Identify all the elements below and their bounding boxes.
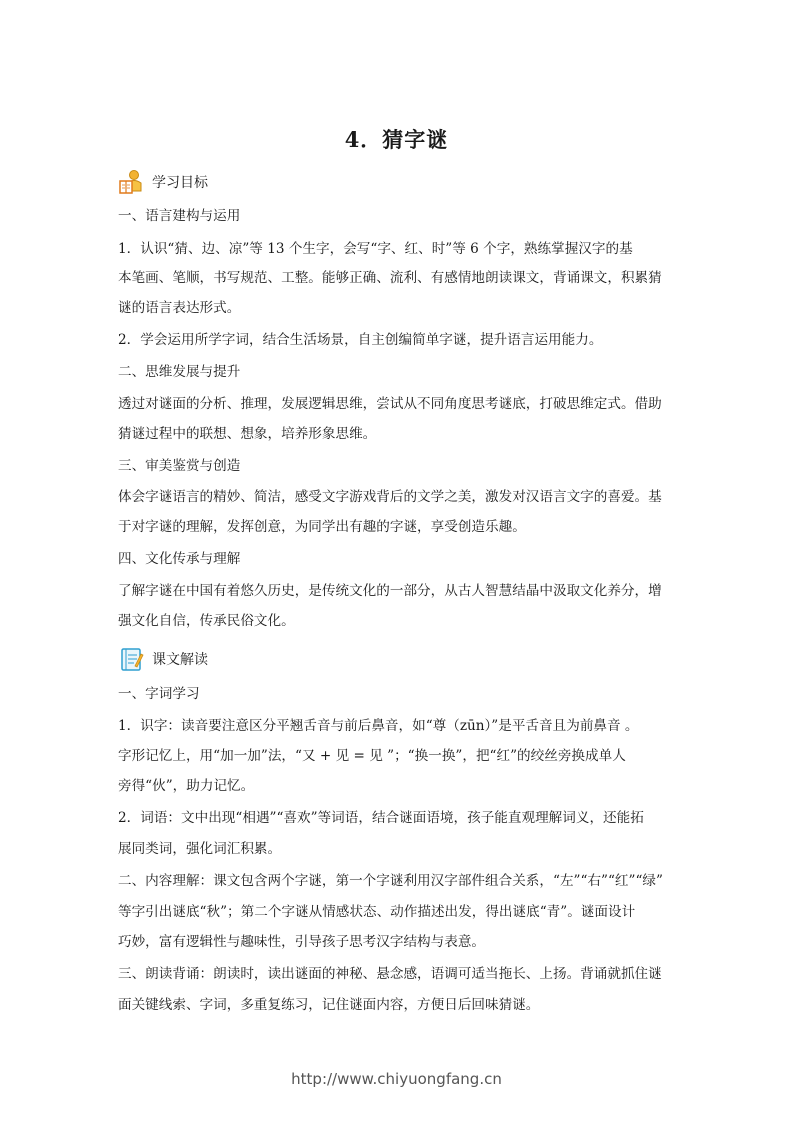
text-line: 旁得“伙”，助力记忆。	[118, 778, 255, 794]
text-line: 1．认识“猜、边、凉”等 13 个生字，会写“字、红、时”等 6 个字，熟练掌握汉字的基	[118, 241, 633, 257]
text-line: 三、审美鉴赏与创造	[118, 458, 241, 474]
section-label: 课文解读	[152, 652, 208, 668]
section-label: 学习目标	[152, 175, 208, 191]
page-title: 4．猜字谜	[344, 127, 449, 152]
text-line: 1．识字：读音要注意区分平翘舌音与前后鼻音，如“尊（zūn）”是平舌音且为前鼻音 。	[118, 718, 639, 734]
notebook-icon	[118, 646, 144, 672]
text-line: 一、语言建构与运用	[118, 208, 241, 224]
text-line: 体会字谜语言的精妙、简洁，感受文字游戏背后的文学之美，激发对汉语言文字的喜爱。基	[118, 489, 662, 505]
text-line: 2．词语：文中出现“相遇”“喜欢”等词语，结合谜面语境，孩子能直观理解词义，还能拓	[118, 810, 644, 826]
text-line: 猜谜过程中的联想、想象，培养形象思维。	[118, 426, 377, 442]
text-line: 于对字谜的理解，发挥创意，为同学出有趣的字谜，享受创造乐趣。	[118, 519, 526, 535]
text-line: 一、字词学习	[118, 686, 200, 702]
text-line: 本笔画、笔顺，书写规范、工整。能够正确、流利、有感情地朗读课文，背诵课文，积累猜	[118, 270, 662, 286]
text-line: 字形记忆上，用“加一加”法，“又 + 见 = 见 ”；“换一换”，把“红”的绞丝旁换成单人	[118, 748, 626, 764]
text-line: 谜的语言表达形式。	[118, 300, 241, 316]
text-line: 2．学会运用所学字词，结合生活场景，自主创编简单字谜，提升语言运用能力。	[118, 332, 603, 348]
text-line: 二、内容理解：课文包含两个字谜，第一个字谜利用汉字部件组合关系，“左”“右”“红”“绿”	[118, 873, 663, 889]
section-text-interpretation	[118, 646, 208, 672]
text-line: 强文化自信，传承民俗文化。	[118, 613, 295, 629]
text-line: 透过对谜面的分析、推理，发展逻辑思维，尝试从不同角度思考谜底，打破思维定式。借助	[118, 396, 662, 412]
text-line: 三、朗读背诵：朗读时，读出谜面的神秘、悬念感，语调可适当拖长、上扬。背诵就抓住谜	[118, 966, 662, 982]
text-line: 巧妙，富有逻辑性与趣味性，引导孩子思考汉字结构与表意。	[118, 934, 486, 950]
section-learning-goals	[118, 169, 208, 195]
text-line: 四、文化传承与理解	[118, 551, 241, 567]
text-line: 等字引出谜底“秋”；第二个字谜从情感状态、动作描述出发，得出谜底“青”。谜面设计	[118, 904, 636, 920]
text-line: 了解字谜在中国有着悠久历史，是传统文化的一部分，从古人智慧结晶中汲取文化养分，增	[118, 583, 662, 599]
reading-person-icon	[118, 169, 144, 195]
text-line: 展同类词，强化词汇积累。	[118, 841, 282, 857]
text-line: 面关键线索、字词，多重复练习，记住谜面内容，方便日后回味猜谜。	[118, 997, 540, 1013]
text-line: 二、思维发展与提升	[118, 364, 241, 380]
watermark-url: http://www.chiyuongfang.cn	[291, 1070, 502, 1088]
